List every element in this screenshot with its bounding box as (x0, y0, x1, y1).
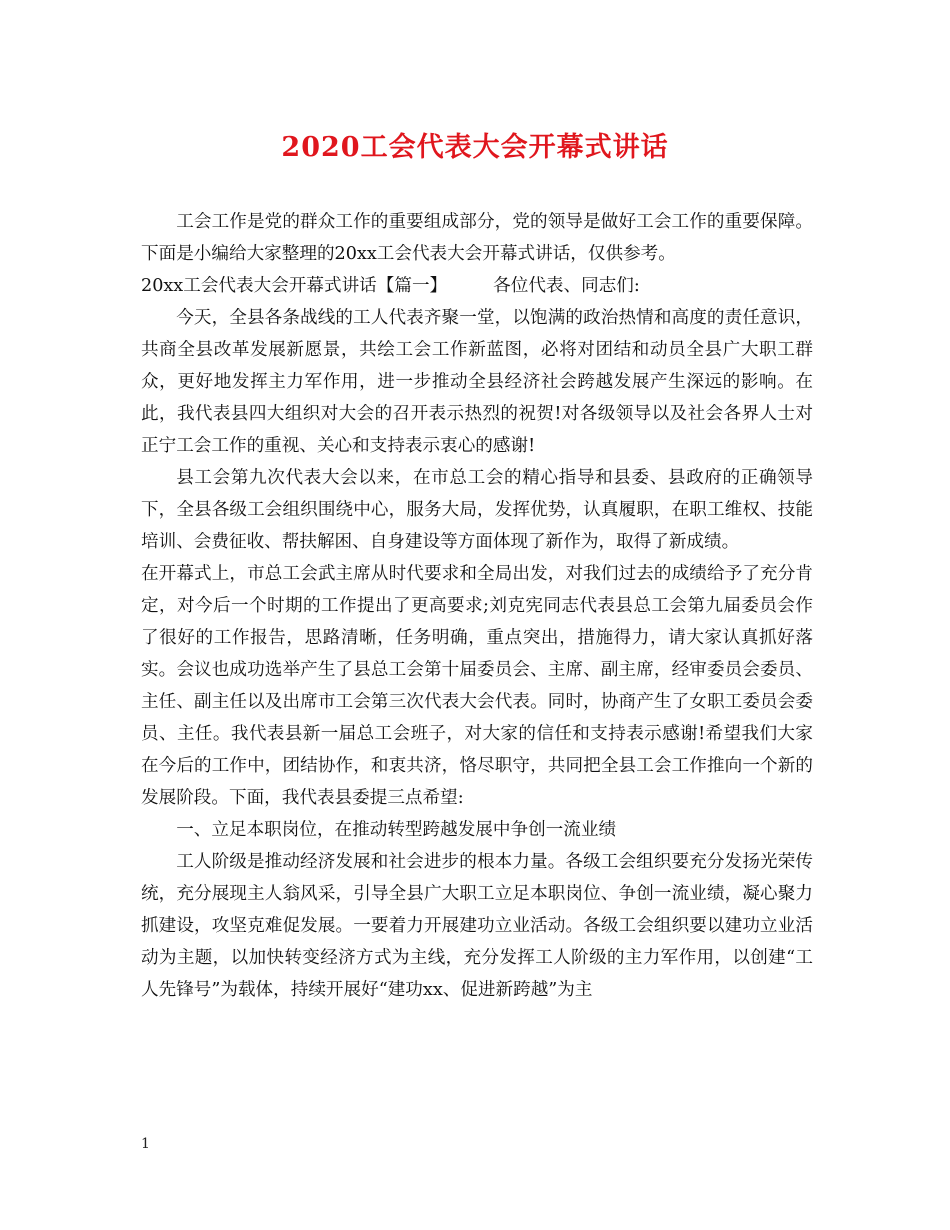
ceremony-paragraph: 在开幕式上，市总工会武主席从时代要求和全局出发，对我们过去的成绩给予了充分肯定，对今后一个时期的工作提出了更高要求;刘克宪同志代表县总工会第九届委员会作了很好的工作报告，思路清晰，任务明确，重点突出，措施得力，请大家认真抓好落实。会议也成功选举产生了县总工会第十届委员会、主席、副主席，经审委员会委员、主任、副主任以及出席市工会第三次代表大会代表。同时，协商产生了女职工委员会委员、主任。我代表县新一届总工会班子，对大家的信任和支持表示感谢!希望我们大家在今后的工作中，团结协作，和衷共济，恪尽职守，共同把全县工会工作推向一个新的发展阶段。下面，我代表县委提三点希望: (141, 564, 813, 808)
review-paragraph: 县工会第九次代表大会以来，在市总工会的精心指导和县委、县政府的正确领导下，全县各级工会组织围绕中心，服务大局，发挥优势，认真履职，在职工维权、技能培训、会费征收、帮扶解困、自身建设等方面体现了新作为，取得了新成绩。 (141, 468, 813, 552)
document-body (141, 206, 813, 1006)
page-number: 1 (141, 1136, 150, 1152)
opening-paragraph: 今天，全县各条战线的工人代表齐聚一堂，以饱满的政治热情和高度的责任意识，共商全县改革发展新愿景，共绘工会工作新蓝图，必将对团结和动员全县广大职工群众，更好地发挥主力军作用，进一步推动全县经济社会跨越发展产生深远的影响。在此，我代表县四大组织对大会的召开表示热烈的祝贺!对各级领导以及社会各界人士对正宁工会工作的重视、关心和支持表示衷心的感谢! (141, 308, 813, 456)
point-one-heading: 一、立足本职岗位，在推动转型跨越发展中争创一流业绩 (176, 820, 617, 840)
intro-paragraph: 工会工作是党的群众工作的重要组成部分，党的领导是做好工会工作的重要保障。下面是小编给大家整理的20xx工会代表大会开幕式讲话，仅供参考。 (141, 212, 813, 264)
section-heading-line (141, 270, 813, 302)
document-title: 2020工会代表大会开幕式讲话 (281, 132, 669, 163)
salutation: 各位代表、同志们: (493, 276, 640, 296)
point-one-paragraph: 工人阶级是推动经济发展和社会进步的根本力量。各级工会组织要充分发扬光荣传统，充分展现主人翁风采，引导全县广大职工立足本职岗位、争创一流业绩，凝心聚力抓建设，攻坚克难促发展。一要着力开展建功立业活动。各级工会组织要以建功立业活动为主题，以加快转变经济方式为主线，充分发挥工人阶级的主力军作用，以创建“工人先锋号”为载体，持续开展好“建功xx、促进新跨越”为主 (141, 852, 813, 1000)
section-heading: 20xx工会代表大会开幕式讲话【篇一】 (141, 276, 448, 296)
